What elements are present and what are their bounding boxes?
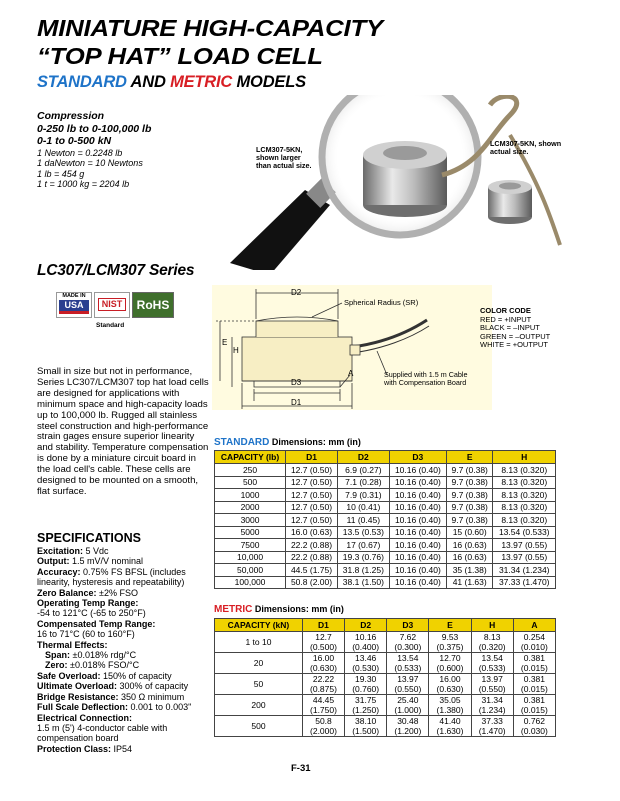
- badge-strip: [56, 292, 176, 318]
- table-cell: [387, 695, 429, 716]
- table-cell: [345, 632, 387, 653]
- table-cell-line: 0.381: [523, 695, 546, 705]
- table-cell-line: (1.630): [436, 726, 464, 736]
- nist-badge: NIST: [94, 292, 130, 318]
- table-cell: 3000: [215, 514, 286, 527]
- table-cell: 7500: [215, 539, 286, 552]
- table-cell: [429, 674, 471, 695]
- table-cell: 500: [215, 476, 286, 489]
- table-cell-line: (0.533): [394, 663, 422, 673]
- table-cell: 9.7 (0.38): [446, 476, 493, 489]
- table-cell-line: 7.62: [399, 632, 417, 642]
- title-and: AND: [126, 73, 171, 91]
- table-cell: 37.33 (1.470): [493, 576, 556, 589]
- table-cell-line: (0.015): [520, 684, 548, 694]
- table-cell: 16 (0.63): [446, 551, 493, 564]
- table-cell: 13.97 (0.55): [493, 539, 556, 552]
- label-h: H: [233, 346, 239, 355]
- table-cell: [429, 695, 471, 716]
- table-row: [215, 695, 556, 716]
- table-row: [215, 464, 556, 477]
- table-cell-line: 22.22: [312, 674, 335, 684]
- table-cell-line: 38.10: [355, 716, 377, 726]
- table-cell-line: (0.550): [394, 684, 422, 694]
- photo-caption-large: LCM307-5KN, shown larger than actual size.: [256, 145, 312, 171]
- table-cell: 38.1 (1.50): [337, 576, 389, 589]
- table-cell-line: 25.40: [397, 695, 419, 705]
- table-cell-line: (1.750): [310, 705, 337, 715]
- table-row: [215, 476, 556, 489]
- table-cell-line: 37.33: [481, 716, 503, 726]
- table-cell: [429, 632, 471, 653]
- table-cell-line: (0.320): [478, 642, 506, 652]
- table-cell: 12.7 (0.50): [286, 489, 338, 502]
- table-cell-line: (0.400): [352, 642, 380, 652]
- table-cell: 9.7 (0.38): [446, 489, 493, 502]
- table-cell-line: (0.550): [478, 684, 506, 694]
- table-cell: 10.16 (0.40): [389, 476, 446, 489]
- table-cell: 9.7 (0.38): [446, 514, 493, 527]
- badge-label: Standard: [96, 322, 125, 329]
- table-header-row: CAPACITY (kN) D1 D2 D3 E H A: [215, 619, 556, 632]
- title-line-3: [37, 73, 306, 91]
- made-in-usa-badge: MADE IN USA: [56, 292, 92, 318]
- table-cell: 17 (0.67): [337, 539, 389, 552]
- table-cell: 8.13 (0.320): [493, 514, 556, 527]
- table-cell-line: (0.630): [310, 663, 337, 673]
- table-cell: 41 (1.63): [446, 576, 493, 589]
- table-cell: [513, 695, 555, 716]
- standard-dimensions-table: [214, 450, 556, 589]
- table-row: [215, 632, 556, 653]
- table-cell-line: (0.375): [436, 642, 464, 652]
- table-cell: 5000: [215, 526, 286, 539]
- table-row: [215, 576, 556, 589]
- color-code-line: WHITE = +OUTPUT: [480, 340, 548, 350]
- table-cell: 13.97 (0.55): [493, 551, 556, 564]
- table-cell: 8.13 (0.320): [493, 464, 556, 477]
- page-number: F-31: [291, 763, 311, 774]
- table-cell: [302, 632, 344, 653]
- table-cell-line: 10.16: [355, 632, 377, 642]
- drawing-body: [242, 337, 352, 381]
- table-cell: [471, 653, 513, 674]
- table-cell: [345, 716, 387, 737]
- table-cell: 8.13 (0.320): [493, 501, 556, 514]
- table-cell: 16 (0.63): [446, 539, 493, 552]
- table-cell: [513, 653, 555, 674]
- table-cell: [471, 674, 513, 695]
- table-cell: 6.9 (0.27): [337, 464, 389, 477]
- table-cell: 7.9 (0.31): [337, 489, 389, 502]
- table-cell-line: (1.200): [394, 726, 422, 736]
- table-cell: [345, 653, 387, 674]
- table-cell-line: 0.254: [523, 632, 546, 642]
- table-cell: [302, 716, 344, 737]
- table-cell: [471, 716, 513, 737]
- color-code-line: RED = +INPUT: [480, 314, 532, 324]
- table-cell: 13.54 (0.533): [493, 526, 556, 539]
- table-row: [215, 564, 556, 577]
- table-cell-line: (1.000): [394, 705, 422, 715]
- title-models: MODELS: [232, 73, 306, 91]
- table-cell-line: (2.000): [310, 726, 337, 736]
- table-cell-line: 31.34: [481, 695, 503, 705]
- title-standard: STANDARD: [37, 73, 127, 91]
- table-row: [215, 501, 556, 514]
- table-row: [215, 539, 556, 552]
- specs-title: SPECIFICATIONS: [37, 531, 141, 545]
- table-cell: [387, 653, 429, 674]
- table-cell: [471, 632, 513, 653]
- table-cell-line: (0.760): [352, 684, 380, 694]
- compression-range-kn: 0-1 to 0-500 kN: [37, 135, 112, 147]
- table-cell: 10.16 (0.40): [389, 551, 446, 564]
- label-d1: D1: [291, 398, 302, 407]
- table-cell: 10,000: [215, 551, 286, 564]
- table-row: [215, 526, 556, 539]
- table-cell: 2000: [215, 501, 286, 514]
- table-cell: 8.13 (0.320): [493, 476, 556, 489]
- table-cell-line: (1.380): [436, 705, 464, 715]
- table-cell: 9.7 (0.38): [446, 464, 493, 477]
- compression-block: [37, 110, 237, 190]
- table-cell: 12.7 (0.50): [286, 501, 338, 514]
- table-cell-line: 30.48: [397, 716, 419, 726]
- table-cell-line: (1.470): [478, 726, 506, 736]
- table-cell: [429, 716, 471, 737]
- description: Small in size but not in performance, Series LC307/LCM307 top hat load cells are designed for applications with minimum space and high-capacity loads up to 100,000 lb. Rugged all stainless steel construction and high-performance strain gages ensure superior linearity and stability. Temperature compensation is done by a miniature circuit board in the load cell's cable. These cells are designed to be mounted on a smooth, flat surface.: [37, 366, 209, 497]
- table-cell: 1 to 10: [215, 632, 303, 653]
- table-cell: [429, 653, 471, 674]
- table-cell: 9.7 (0.38): [446, 501, 493, 514]
- table-cell-line: 13.54: [397, 653, 419, 663]
- table-cell: 100,000: [215, 576, 286, 589]
- table-cell: 12.7 (0.50): [286, 464, 338, 477]
- table-cell: [302, 653, 344, 674]
- table-row: [215, 674, 556, 695]
- table-row: [215, 716, 556, 737]
- table-cell: 11 (0.45): [337, 514, 389, 527]
- table-cell: 13.5 (0.53): [337, 526, 389, 539]
- table-cell: 50: [215, 674, 303, 695]
- table-cell-line: (0.015): [520, 705, 548, 715]
- table-cell-line: 50.8: [315, 716, 332, 726]
- table-cell: 250: [215, 464, 286, 477]
- table-cell: 15 (0.60): [446, 526, 493, 539]
- table-cell-line: 16.00: [439, 674, 461, 684]
- title-metric: METRIC: [170, 73, 233, 91]
- color-code: [480, 307, 550, 350]
- table-cell: 12.7 (0.50): [286, 514, 338, 527]
- table-cell: [513, 632, 555, 653]
- metric-table-title: METRIC Dimensions: mm (in): [214, 604, 344, 615]
- table-header-row: CAPACITY (lb) D1 D2 D3 E H: [215, 451, 556, 464]
- table-cell: [302, 695, 344, 716]
- metric-dimensions-table: [214, 618, 556, 737]
- label-a: A: [348, 369, 354, 378]
- table-cell-line: (1.500): [352, 726, 380, 736]
- table-cell-line: 13.97: [481, 674, 503, 684]
- table-cell: 10 (0.41): [337, 501, 389, 514]
- table-cell: 50,000: [215, 564, 286, 577]
- color-code-line: BLACK = –INPUT: [480, 323, 540, 333]
- table-cell-line: 16.00: [312, 653, 335, 663]
- table-cell-line: (0.010): [520, 642, 548, 652]
- table-cell: 1000: [215, 489, 286, 502]
- table-cell: 22.2 (0.88): [286, 551, 338, 564]
- table-cell-line: (0.630): [436, 684, 464, 694]
- table-cell: 10.16 (0.40): [389, 489, 446, 502]
- table-cell-line: 0.762: [523, 716, 546, 726]
- table-cell: 10.16 (0.40): [389, 464, 446, 477]
- table-cell: 22.2 (0.88): [286, 539, 338, 552]
- table-cell: 19.3 (0.76): [337, 551, 389, 564]
- table-cell-line: 12.70: [439, 653, 461, 663]
- conversion-line: 1 t = 1000 kg = 2204 lb: [37, 179, 130, 189]
- table-cell: 44.5 (1.75): [286, 564, 338, 577]
- table-cell-line: (0.030): [520, 726, 548, 736]
- table-cell-line: 12.7: [315, 632, 332, 642]
- label-e: E: [222, 338, 228, 347]
- table-cell: 35 (1.38): [446, 564, 493, 577]
- table-cell-line: (0.530): [352, 663, 380, 673]
- table-row: [215, 489, 556, 502]
- table-row: [215, 514, 556, 527]
- table-cell: 7.1 (0.28): [337, 476, 389, 489]
- table-cell: 50.8 (2.00): [286, 576, 338, 589]
- table-cell-line: 9.53: [441, 632, 459, 642]
- label-d3: D3: [291, 378, 302, 387]
- series-title: LC307/LCM307 Series: [37, 262, 195, 279]
- table-cell: [302, 674, 344, 695]
- table-cell-line: (0.015): [520, 663, 548, 673]
- table-cell: 16.0 (0.63): [286, 526, 338, 539]
- table-cell-line: (1.250): [352, 705, 380, 715]
- table-cell: 10.16 (0.40): [389, 576, 446, 589]
- table-cell-line: 0.381: [523, 674, 546, 684]
- table-cell: [387, 716, 429, 737]
- table-cell-line: 35.05: [439, 695, 461, 705]
- table-cell: [345, 695, 387, 716]
- cable-note: Supplied with 1.5 m Cable with Compensation Board: [384, 370, 468, 387]
- table-cell: 500: [215, 716, 303, 737]
- table-row: [215, 653, 556, 674]
- table-cell-line: 19.30: [355, 674, 377, 684]
- table-cell-line: 8.13: [483, 632, 501, 642]
- product-photo: [210, 95, 610, 270]
- table-cell: [345, 674, 387, 695]
- conversion-line: 1 lb = 454 g: [37, 168, 85, 179]
- table-cell-line: 13.97: [397, 674, 419, 684]
- title-line-1: MINIATURE HIGH-CAPACITY: [37, 15, 383, 41]
- table-cell: 12.7 (0.50): [286, 476, 338, 489]
- conversion-line: 1 daNewton = 10 Newtons: [37, 158, 143, 168]
- table-cell: [387, 674, 429, 695]
- table-cell: [387, 632, 429, 653]
- table-cell-line: (0.500): [310, 642, 337, 652]
- table-cell-line: 31.75: [355, 695, 377, 705]
- table-cell-line: 44.45: [312, 695, 335, 705]
- table-cell: 10.16 (0.40): [389, 501, 446, 514]
- standard-table-title: STANDARD Dimensions: mm (in): [214, 437, 361, 448]
- table-cell: 10.16 (0.40): [389, 539, 446, 552]
- table-cell-line: 13.46: [355, 653, 377, 663]
- table-cell-line: (0.300): [394, 642, 422, 652]
- table-cell-line: (0.533): [478, 663, 506, 673]
- drawing-top-hat: [256, 321, 338, 337]
- table-cell-line: (1.234): [478, 705, 506, 715]
- label-spherical-radius: Spherical Radius (SR): [344, 298, 419, 307]
- table-row: [215, 551, 556, 564]
- table-cell-line: 13.54: [481, 653, 503, 663]
- table-cell-line: (0.600): [436, 663, 464, 673]
- table-cell: 200: [215, 695, 303, 716]
- compression-range-lb: 0-250 lb to 0-100,000 lb: [37, 122, 152, 135]
- title-line-2: “TOP HAT” LOAD CELL: [37, 43, 323, 69]
- table-cell-line: 0.381: [523, 653, 546, 663]
- table-cell-line: (0.875): [310, 684, 337, 694]
- table-cell: [513, 716, 555, 737]
- color-code-title: COLOR CODE: [480, 306, 531, 315]
- table-cell: 8.13 (0.320): [493, 489, 556, 502]
- photo-caption-actual: LCM307-5KN, shown actual size.: [490, 139, 562, 157]
- table-cell: [471, 695, 513, 716]
- specifications: SPECIFICATIONS Excitation: 5 Vdc Output: 1.5 mV/V nominal Accuracy: 0.75% FS BFSL (includes linearity, hysteresis and repeatability) Zero Balance: ±2% FSO Operating Temp Range: -54 to 121°C (-65 to 250°F) Compensated Temp Range: 16 to 71°C (60 to 160°F) Thermal Effects: Span: ±0.018% rdg/°C Zero: ±0.018% FSO/°C Safe Overload: 150% of capacity Ultimate Overload: 300% of capacity Bridge Resistance: 350 Ω minimum Full Scale Deflection: 0.001 to 0.003" Electrical Connection: 1.5 m (5') 4-conductor cable with compensation board Protection Class: IP54: [37, 531, 212, 754]
- table-cell: 10.16 (0.40): [389, 526, 446, 539]
- label-d2: D2: [291, 288, 302, 297]
- color-code-line: GREEN = –OUTPUT: [480, 331, 551, 341]
- table-cell: 20: [215, 653, 303, 674]
- table-cell-line: 41.40: [439, 716, 461, 726]
- table-cell: 10.16 (0.40): [389, 514, 446, 527]
- table-cell: 31.8 (1.25): [337, 564, 389, 577]
- table-cell: 31.34 (1.234): [493, 564, 556, 577]
- conversion-line: 1 Newton = 0.2248 lb: [37, 147, 123, 158]
- table-cell: 10.16 (0.40): [389, 564, 446, 577]
- compression-title: Compression: [37, 110, 105, 122]
- table-cell: [513, 674, 555, 695]
- rohs-badge: RoHS: [132, 292, 174, 318]
